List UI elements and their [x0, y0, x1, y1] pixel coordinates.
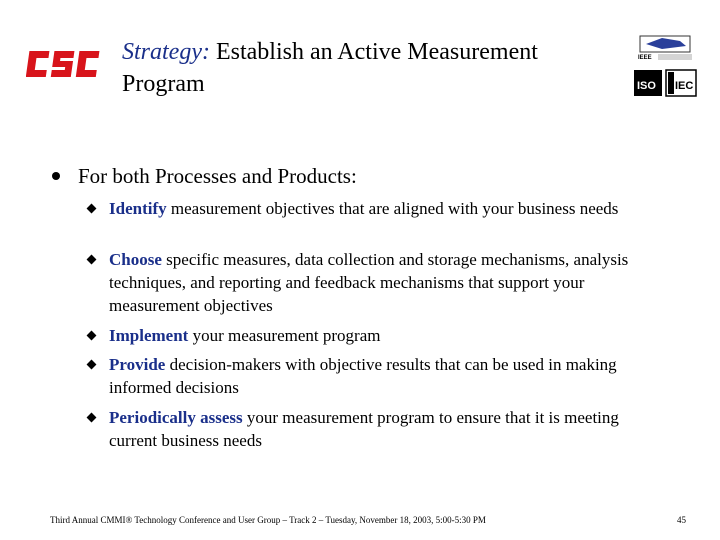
list-item — [88, 353, 668, 399]
svg-text:IEC: IEC — [675, 80, 694, 92]
bullet-text: decision-makers with objective results that can be used in making informed decisions — [109, 355, 617, 397]
list-item — [88, 406, 668, 452]
bullet-keyword: Choose — [109, 250, 162, 269]
diamond-bullet-icon — [87, 331, 97, 341]
csc-logo — [26, 47, 100, 81]
list-item — [88, 197, 668, 220]
bullet-keyword: Identify — [109, 199, 167, 218]
bullet-text: your measurement program — [188, 326, 381, 345]
footer-text: Third Annual CMMI® Technology Conference and User Group – Track 2 – Tuesday, November 18, 2003, 5:00-5:30 PM — [50, 515, 486, 525]
diamond-bullet-icon — [87, 413, 97, 423]
bullet-keyword: Periodically assess — [109, 408, 243, 427]
diamond-bullet-icon — [87, 204, 97, 214]
bullet-text: specific measures, data collection and storage mechanisms, analysis techniques, and reporting and feedback mechanisms that support your measurement objectives — [109, 250, 629, 315]
iso-logo — [634, 70, 662, 96]
slide-title — [122, 36, 622, 100]
diamond-bullet-icon — [87, 255, 97, 265]
page-number: 45 — [677, 515, 686, 525]
bullet-dot-icon — [52, 172, 60, 180]
bullet-keyword: Implement — [109, 326, 189, 345]
list-item — [88, 248, 668, 317]
title-emphasis: Strategy: — [122, 39, 210, 65]
svg-text:IEEE: IEEE — [638, 55, 652, 61]
standards-logos — [632, 34, 698, 100]
svg-text:ISO: ISO — [637, 80, 656, 92]
bullet-text: measurement objectives that are aligned with your business needs — [166, 199, 619, 218]
list-item — [88, 324, 668, 347]
bullet-keyword: Provide — [109, 355, 166, 374]
diamond-bullet-icon — [87, 360, 97, 370]
bullet-text: your measurement program to ensure that it is meeting current business needs — [109, 408, 619, 450]
iec-logo — [666, 70, 696, 96]
main-point: For both Processes and Products: — [78, 164, 357, 188]
ieee-logo — [638, 36, 692, 61]
title-rest: Establish an Active Measurement Program — [122, 39, 538, 97]
